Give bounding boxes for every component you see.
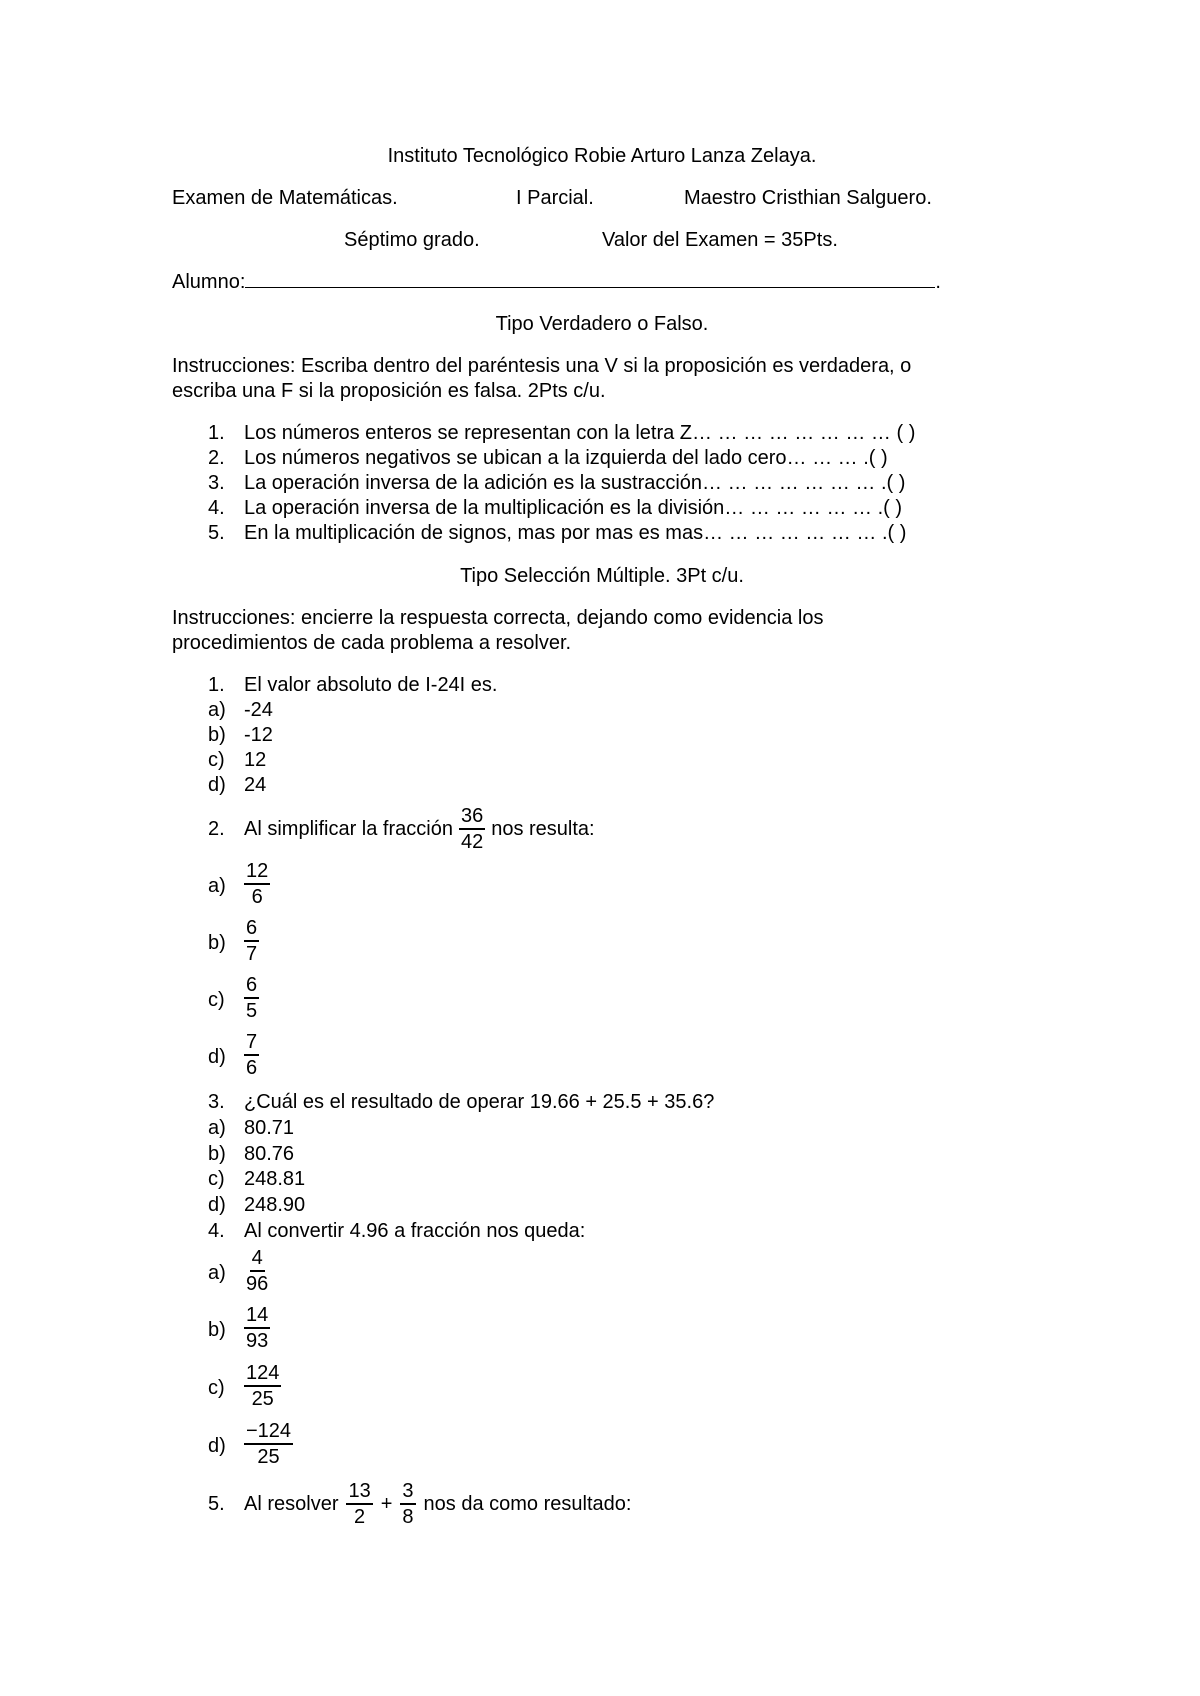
tf-item-text: La operación inversa de la multiplicación es la división… … … … … … .( ) <box>244 497 903 519</box>
question-text-end: nos da como resultado: <box>423 1493 632 1515</box>
option-text: 248.81 <box>244 1168 306 1190</box>
exam-value: Valor del Examen = 35Pts. <box>602 229 838 251</box>
option-text: -12 <box>244 724 273 746</box>
tf-instructions-line-1: Instrucciones: Escriba dentro del paréntesis una V si la proposición es verdadera, o <box>172 355 912 377</box>
option-letter: c) <box>208 749 225 771</box>
tf-item-text: En la multiplicación de signos, mas por mas es mas… … … … … … … .( ) <box>244 522 907 544</box>
question-text: Al convertir 4.96 a fracción nos queda: <box>244 1220 586 1242</box>
option-letter: b) <box>208 932 226 954</box>
tf-instructions-line-2: escriba una F si la proposición es falsa. 2Pts c/u. <box>172 380 606 402</box>
q4-option-b[interactable] <box>172 1303 1032 1357</box>
fraction: $\frac{13}{2}$ <box>348 1480 371 1528</box>
option-fraction: $\frac{6}{7}$ <box>246 917 258 965</box>
option-fraction: $\frac{4}{96}$ <box>246 1247 269 1295</box>
tf-item-text: La operación inversa de la adición es la sustracción… … … … … … … .( ) <box>244 472 906 494</box>
option-letter: d) <box>208 774 226 796</box>
question-2 <box>172 801 1032 857</box>
student-blank-line[interactable] <box>245 271 935 288</box>
option-fraction: $\frac{14}{93}$ <box>246 1304 269 1352</box>
question-5 <box>172 1476 1032 1532</box>
option-fraction: $\frac{-124}{25}$ <box>246 1420 292 1468</box>
mc-instructions-line-1: Instrucciones: encierre la respuesta correcta, dejando como evidencia los <box>172 607 824 629</box>
option-text: -24 <box>244 699 273 721</box>
question-text: El valor absoluto de I-24I es. <box>244 674 498 696</box>
student-label: Alumno: <box>172 271 246 293</box>
plus-sign: + <box>380 1493 393 1515</box>
mc-instructions-line-2: procedimientos de cada problema a resolver. <box>172 632 572 654</box>
option-letter: c) <box>208 1377 225 1399</box>
question-number: 5. <box>208 1493 225 1515</box>
tf-item-number: 5. <box>208 522 225 544</box>
q2-option-a[interactable] <box>172 859 1032 913</box>
option-letter: d) <box>208 1194 226 1216</box>
question-number: 1. <box>208 674 225 696</box>
option-letter: a) <box>208 1262 226 1284</box>
q4-option-d[interactable] <box>172 1419 1032 1473</box>
option-fraction: $\frac{6}{5}$ <box>246 974 258 1022</box>
option-letter: b) <box>208 724 226 746</box>
fraction: $\frac{36}{42}$ <box>460 805 484 853</box>
student-line-end: . <box>935 271 941 293</box>
tf-item-number: 2. <box>208 447 225 469</box>
option-text: 80.71 <box>244 1117 295 1139</box>
q2-option-d[interactable] <box>172 1030 1032 1084</box>
exam-partial: I Parcial. <box>516 187 594 209</box>
exam-subject: Examen de Matemáticas. <box>172 187 398 209</box>
option-letter: c) <box>208 989 225 1011</box>
option-fraction: $\frac{124}{25}$ <box>246 1362 280 1410</box>
institute-title: Instituto Tecnológico Robie Arturo Lanza Zelaya. <box>387 145 817 167</box>
q4-option-a[interactable] <box>172 1246 1032 1300</box>
q4-option-c[interactable] <box>172 1361 1032 1415</box>
question-text-end: nos resulta: <box>491 818 595 840</box>
option-letter: a) <box>208 699 226 721</box>
exam-grade: Séptimo grado. <box>344 229 480 251</box>
question-number: 3. <box>208 1091 225 1113</box>
option-letter: a) <box>208 875 226 897</box>
q2-option-c[interactable] <box>172 973 1032 1027</box>
tf-item-number: 4. <box>208 497 225 519</box>
tf-item-number: 1. <box>208 422 225 444</box>
option-fraction: $\frac{12}{6}$ <box>246 860 269 908</box>
option-letter: d) <box>208 1435 226 1457</box>
question-number: 2. <box>208 818 225 840</box>
option-text: 248.90 <box>244 1194 306 1216</box>
tf-item-number: 3. <box>208 472 225 494</box>
mc-section-title: Tipo Selección Múltiple. 3Pt c/u. <box>460 565 744 587</box>
exam-teacher: Maestro Cristhian Salguero. <box>684 187 932 209</box>
tf-section-title: Tipo Verdadero o Falso. <box>495 313 709 335</box>
option-letter: c) <box>208 1168 225 1190</box>
exam-page <box>172 0 1032 1696</box>
option-letter: d) <box>208 1046 226 1068</box>
question-number: 4. <box>208 1220 225 1242</box>
option-letter: b) <box>208 1143 226 1165</box>
question-text: Al resolver <box>244 1493 339 1515</box>
tf-item-text: Los números negativos se ubican a la izquierda del lado cero… … … .( ) <box>244 447 888 469</box>
option-text: 80.76 <box>244 1143 295 1165</box>
student-name-field[interactable] <box>172 270 941 294</box>
option-letter: a) <box>208 1117 226 1139</box>
tf-item-text: Los números enteros se representan con la letra Z… … … … … … … … ( ) <box>244 422 916 444</box>
question-text: ¿Cuál es el resultado de operar 19.66 + 25.5 + 35.6? <box>244 1091 715 1113</box>
option-letter: b) <box>208 1319 226 1341</box>
option-text: 24 <box>244 774 267 796</box>
option-text: 12 <box>244 749 267 771</box>
fraction: $\frac{3}{8}$ <box>402 1480 414 1528</box>
question-text: Al simplificar la fracción <box>244 818 453 840</box>
q2-option-b[interactable] <box>172 916 1032 970</box>
option-fraction: $\frac{7}{6}$ <box>246 1031 258 1079</box>
